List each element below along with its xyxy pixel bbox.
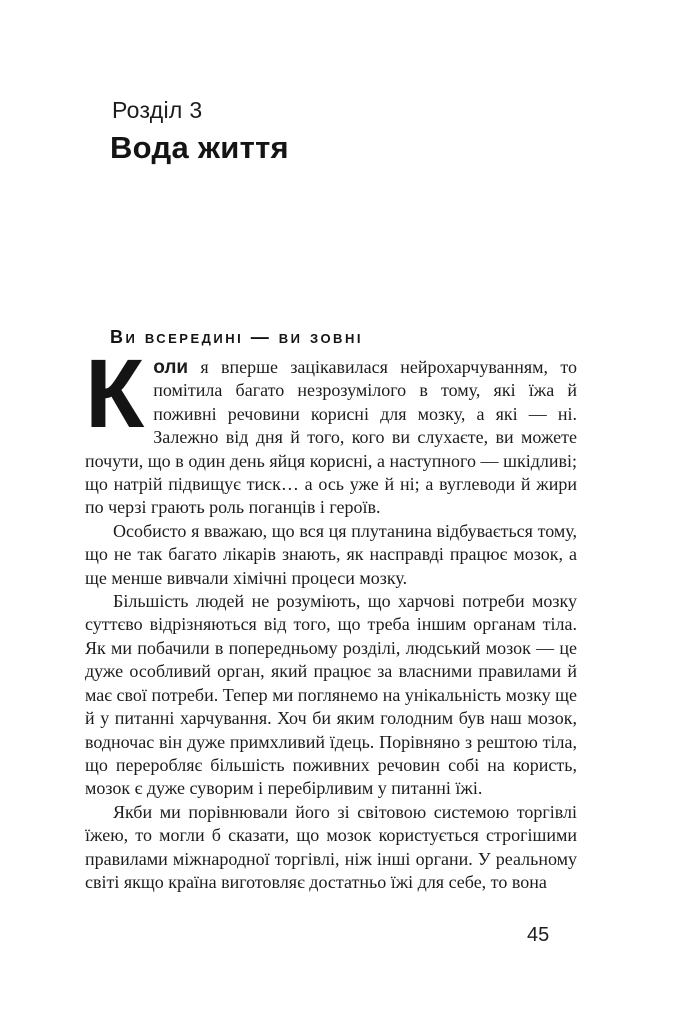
paragraph-1-text: я вперше зацікавилася нейрохарчуванням, то помітила багато незрозумілого в тому, які їжа й поживні речовини корисні для мозку, а які — ні. Залежно від дня й того, кого ви слухаєте, ви можете почути, що в один день яйця корисні, а наступного — шкідливі; що натрій підвищує тиск… а ось уже й ні; а вуглеводи й жири по черзі грають роль поганців і героїв. xyxy=(85,357,577,518)
paragraph-1 xyxy=(85,339,577,520)
paragraph-3-text: Більшість людей не розуміють, що харчові потреби мозку суттєво відрізняються від того, що треба іншим органам тіла. Як ми побачили в попередньому розділі, людський мозок — це дуже особливий орган, який працює за власними правилами й має свої потреби. Тепер ми поглянемо на унікальність мозку ще й у питанні харчування. Хоч би яким голодним був наш мозок, водночас він дуже примхливий їдець. Порівняно з рештою тіла, що переробляє більшість поживних речовин собі на користь, мозок є дуже суворим і перебірливим у питанні їжі. xyxy=(85,591,577,799)
paragraph-4 xyxy=(85,801,577,895)
paragraph-3 xyxy=(85,590,577,801)
page-number: 45 xyxy=(527,924,550,946)
chapter-title: Вода життя xyxy=(110,130,289,165)
section-heading: Ви всередині — ви зовні xyxy=(110,327,363,347)
paragraph-4-text: Якби ми порівнювали його зі світовою системою торгівлі їжею, то могли б сказати, що мозок користується строгішими правилами міжнародної торгівлі, ніж інші органи. У реальному світі якщо країна виготовляє достатньо їжі для себе, то вона xyxy=(85,801,577,892)
dropcap-letter: К xyxy=(85,339,145,448)
chapter-label: Розділ 3 xyxy=(112,97,203,123)
paragraph-1-bold-lead: оли xyxy=(153,357,189,378)
paragraph-2-text: Особисто я вважаю, що вся ця плутанина відбувається тому, що не так багато лікарів знають, як насправді працює мозок, а ще менше вивчали хімічні процеси мозку. xyxy=(85,520,577,588)
paragraph-2 xyxy=(85,520,577,590)
body-text xyxy=(85,339,577,894)
